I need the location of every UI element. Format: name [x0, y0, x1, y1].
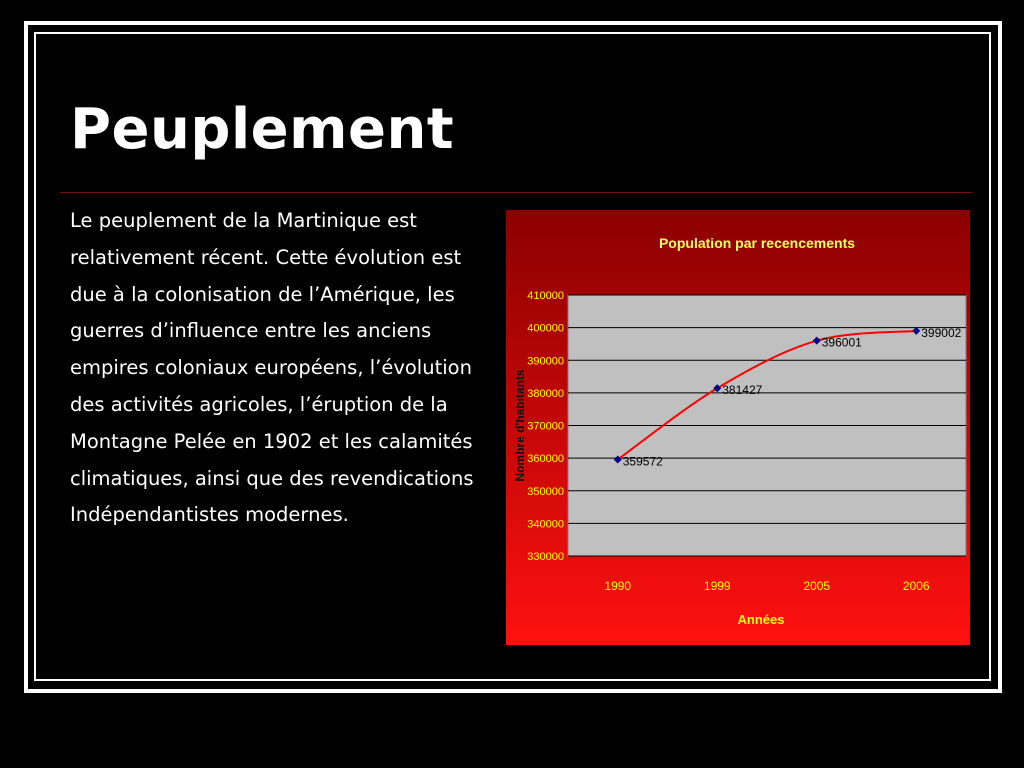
y-tick-label: 380000 [527, 387, 564, 400]
title-divider [60, 192, 972, 193]
x-tick-label: 1999 [703, 579, 731, 593]
slide-title: Peuplement [70, 97, 455, 162]
x-tick-label: 2006 [902, 579, 930, 593]
x-tick-label: 2005 [803, 579, 831, 593]
y-tick-label: 390000 [527, 355, 564, 368]
y-tick-label: 340000 [527, 518, 564, 531]
slide-body-text: Le peuplement de la Martinique est relativement récent. Cette évolution est due à la colonisation de l’Amérique, les guerres d’influence entre les anciens empires coloniaux européens, l’évolution des activités agricoles, l’éruption de la Montagne Pelée en 1902 et les calamités climatiques, ainsi que des revendications Indépendantistes modernes. [70, 209, 474, 527]
y-tick-label: 350000 [527, 485, 564, 498]
y-tick-label: 410000 [527, 290, 564, 302]
population-chart [506, 210, 970, 645]
chart-svg [506, 210, 970, 645]
data-label: 381427 [722, 383, 763, 398]
y-axis-label: Nombre d'habitants [513, 369, 527, 482]
y-tick-label: 370000 [527, 420, 564, 433]
y-tick-label: 400000 [527, 322, 564, 335]
data-label: 359572 [622, 454, 663, 469]
x-tick-label: 1990 [604, 579, 632, 593]
data-label: 399002 [921, 325, 962, 340]
y-tick-label: 330000 [527, 551, 564, 563]
x-axis-label: Années [737, 612, 785, 627]
data-label: 396001 [821, 335, 862, 350]
chart-title: Population par recencements [658, 235, 856, 251]
y-tick-label: 360000 [527, 453, 564, 466]
